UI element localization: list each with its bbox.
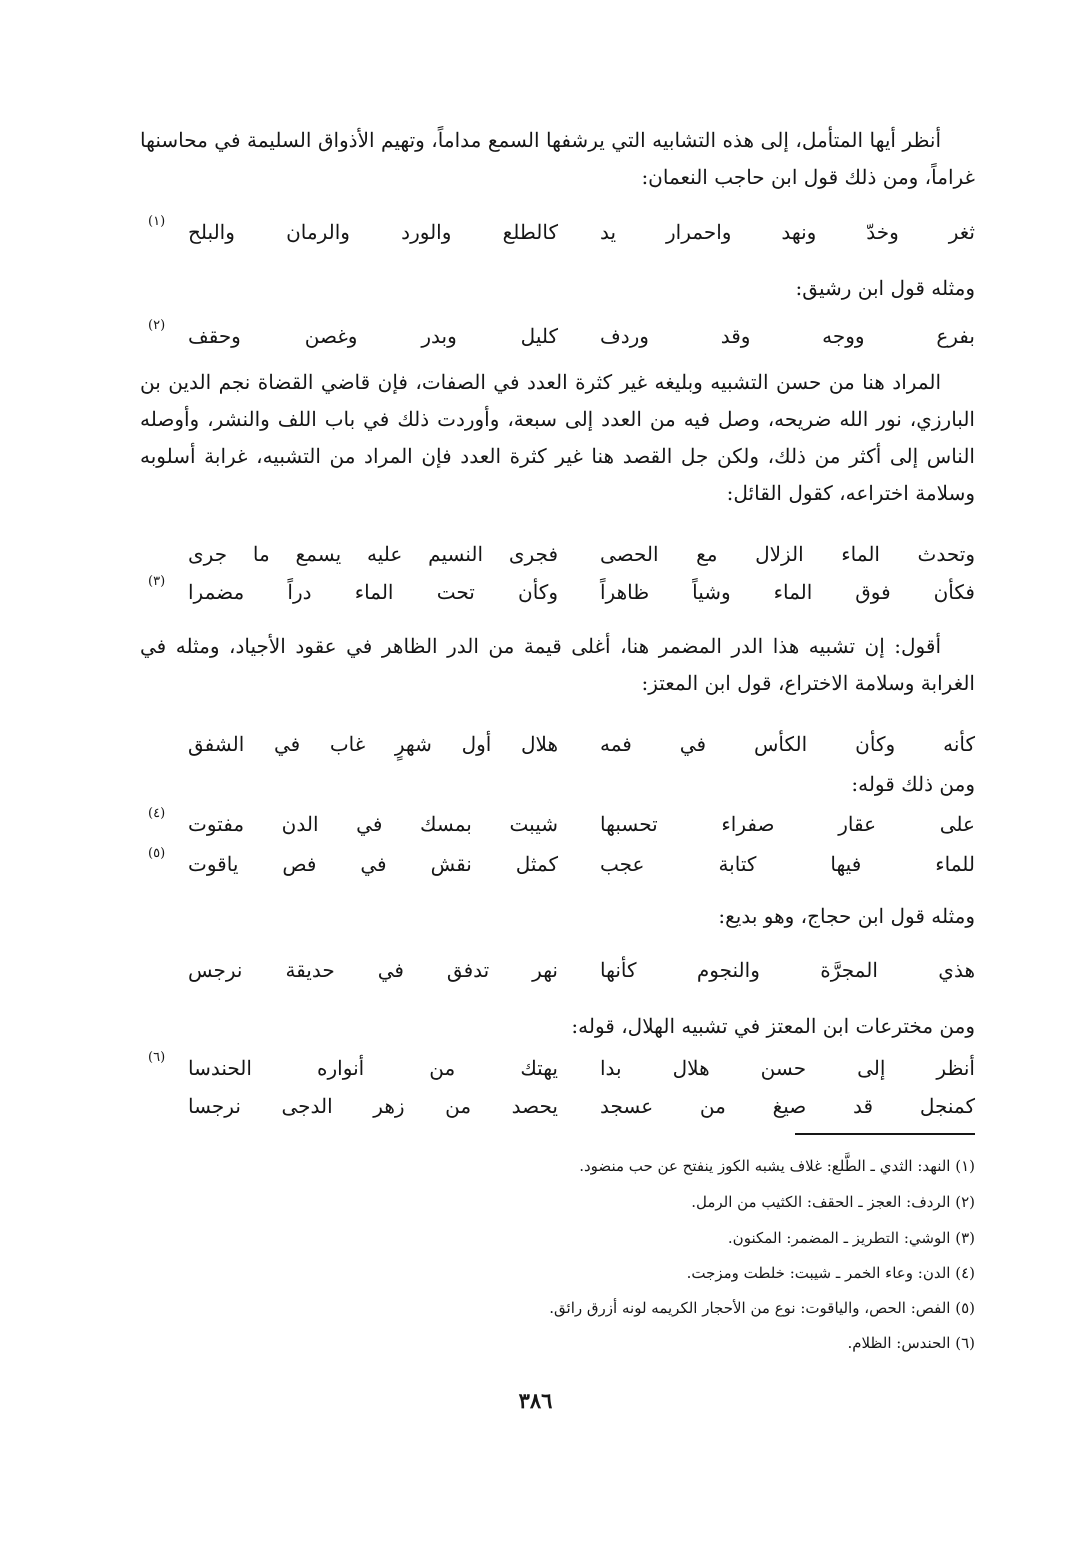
verse-second-hemistich: يهتك من أنواره الحندسا <box>188 1056 558 1080</box>
footnote-marker: (٣) <box>148 574 166 589</box>
verse-line <box>140 318 975 354</box>
footnote: (٣) الوشي: التطريز ـ المضمر: المكنون. <box>727 1229 975 1247</box>
verse-line <box>140 574 975 610</box>
verse-second-hemistich: كمثل نقش في فص ياقوت <box>188 852 558 876</box>
footnote: (١) النهد: الثدي ـ الطَّلع: غلاف يشبه الكوز ينفتح عن حب منضود. <box>579 1157 975 1175</box>
verse-line <box>140 846 975 882</box>
footnote-separator <box>795 1133 975 1135</box>
paragraph-intro: أنظر أيها المتأمل، إلى هذه التشابيه التي يرشفها السمع مداماً، وتهيم الأذواق السليمة في محاسنها غراماً، ومن ذلك قول ابن حاجب النعمان: <box>140 128 975 189</box>
paragraph-explanation: المراد هنا من حسن التشبيه وبليغه غير كثرة العدد في الصفات، فإن قاضي القضاة نجم الدين بن البارزي، نور الله ضريحه، وصل فيه من العدد إلى سبعة، وأوردت ذلك في باب اللف والنشر، وأوصله الناس إلى أكثر من ذلك، ولكن جل القصد هنا غير كثرة العدد فإن المراد من التشبيه، غرابة أسلوبه وسلامة اختراعه، كقول القائل: <box>140 370 975 505</box>
intro-line: ومن ذلك قوله: <box>851 772 975 796</box>
footnote-marker: (٤) <box>148 806 166 821</box>
verse-first-hemistich: أنظر إلى حسن هلال بدا <box>600 1056 975 1080</box>
footnote: (٦) الحندس: الظلام. <box>847 1334 975 1352</box>
footnote: (٢) الردف: العجز ـ الحقف: الكثيب من الرمل. <box>691 1193 975 1211</box>
intro-line: ومثله قول ابن رشيق: <box>795 276 975 300</box>
verse-line <box>140 806 975 842</box>
footnote: (٥) الفص: الحص، والياقوت: نوع من الأحجار الكريمه لونه أزرق رائق. <box>549 1299 975 1317</box>
footnote-marker: (٢) <box>148 318 166 333</box>
verse-second-hemistich: وكأن تحت الماء دراً مضمرا <box>188 580 558 604</box>
verse-first-hemistich: كمنجل قد صيغ من عسجد <box>600 1094 975 1118</box>
verse-second-hemistich: هلال أول شهرٍ غاب في الشفق <box>188 732 558 756</box>
footnote-marker: (٦) <box>148 1050 166 1065</box>
verse-second-hemistich: كليل وبدر وغصن وحقف <box>188 324 558 348</box>
paragraph-comment: أقول: إن تشبيه هذا الدر المضمر هنا، أغلى قيمة من الدر الظاهر في عقود الأجياد، ومثله في الغرابة وسلامة الاختراع، قول ابن المعتز: <box>140 634 975 695</box>
verse-line <box>140 214 975 250</box>
verse-first-hemistich: للماء فيها كتابة عجب <box>600 852 975 876</box>
footnote-marker: (٥) <box>148 846 166 861</box>
verse-second-hemistich: نهر تدفق في حديقة نرجس <box>188 958 558 982</box>
footnote: (٤) الدن: وعاء الخمر ـ شيبت: خلطت ومزجت. <box>686 1264 975 1282</box>
verse-second-hemistich: شيبت بمسك في الدن مفتوت <box>188 812 558 836</box>
verse-first-hemistich: هذي المجرَّة والنجوم كأنها <box>600 958 975 982</box>
verse-first-hemistich: فكأن فوق الماء وشياً ظاهراً <box>600 580 975 604</box>
verse-line <box>140 952 975 988</box>
verse-first-hemistich: وتحدث الماء الزلال مع الحصى <box>600 542 975 566</box>
verse-second-hemistich: فجرى النسيم عليه يسمع ما جرى <box>188 542 558 566</box>
verse-line <box>140 1050 975 1086</box>
verse-second-hemistich: يحصد من زهر الدجى نرجسا <box>188 1094 558 1118</box>
verse-first-hemistich: بفرع ووجه وقد وردف <box>600 324 975 348</box>
verse-first-hemistich: على عقار صفراء تحسبها <box>600 812 975 836</box>
verse-line <box>140 726 975 762</box>
footnote-marker: (١) <box>148 214 166 229</box>
verse-first-hemistich: ثغر وخدّ ونهد واحمرار يد <box>600 220 975 244</box>
intro-line: ومثله قول ابن حجاج، وهو بديع: <box>718 904 975 928</box>
verse-line <box>140 1088 975 1124</box>
intro-line: ومن مخترعات ابن المعتز في تشبيه الهلال، قوله: <box>571 1014 975 1038</box>
verse-second-hemistich: كالطلع والورد والرمان والبلح <box>188 220 558 244</box>
page-number: ٣٨٦ <box>518 1388 553 1413</box>
verse-first-hemistich: كأنه وكأن الكأس في فمه <box>600 732 975 756</box>
verse-line <box>140 536 975 572</box>
